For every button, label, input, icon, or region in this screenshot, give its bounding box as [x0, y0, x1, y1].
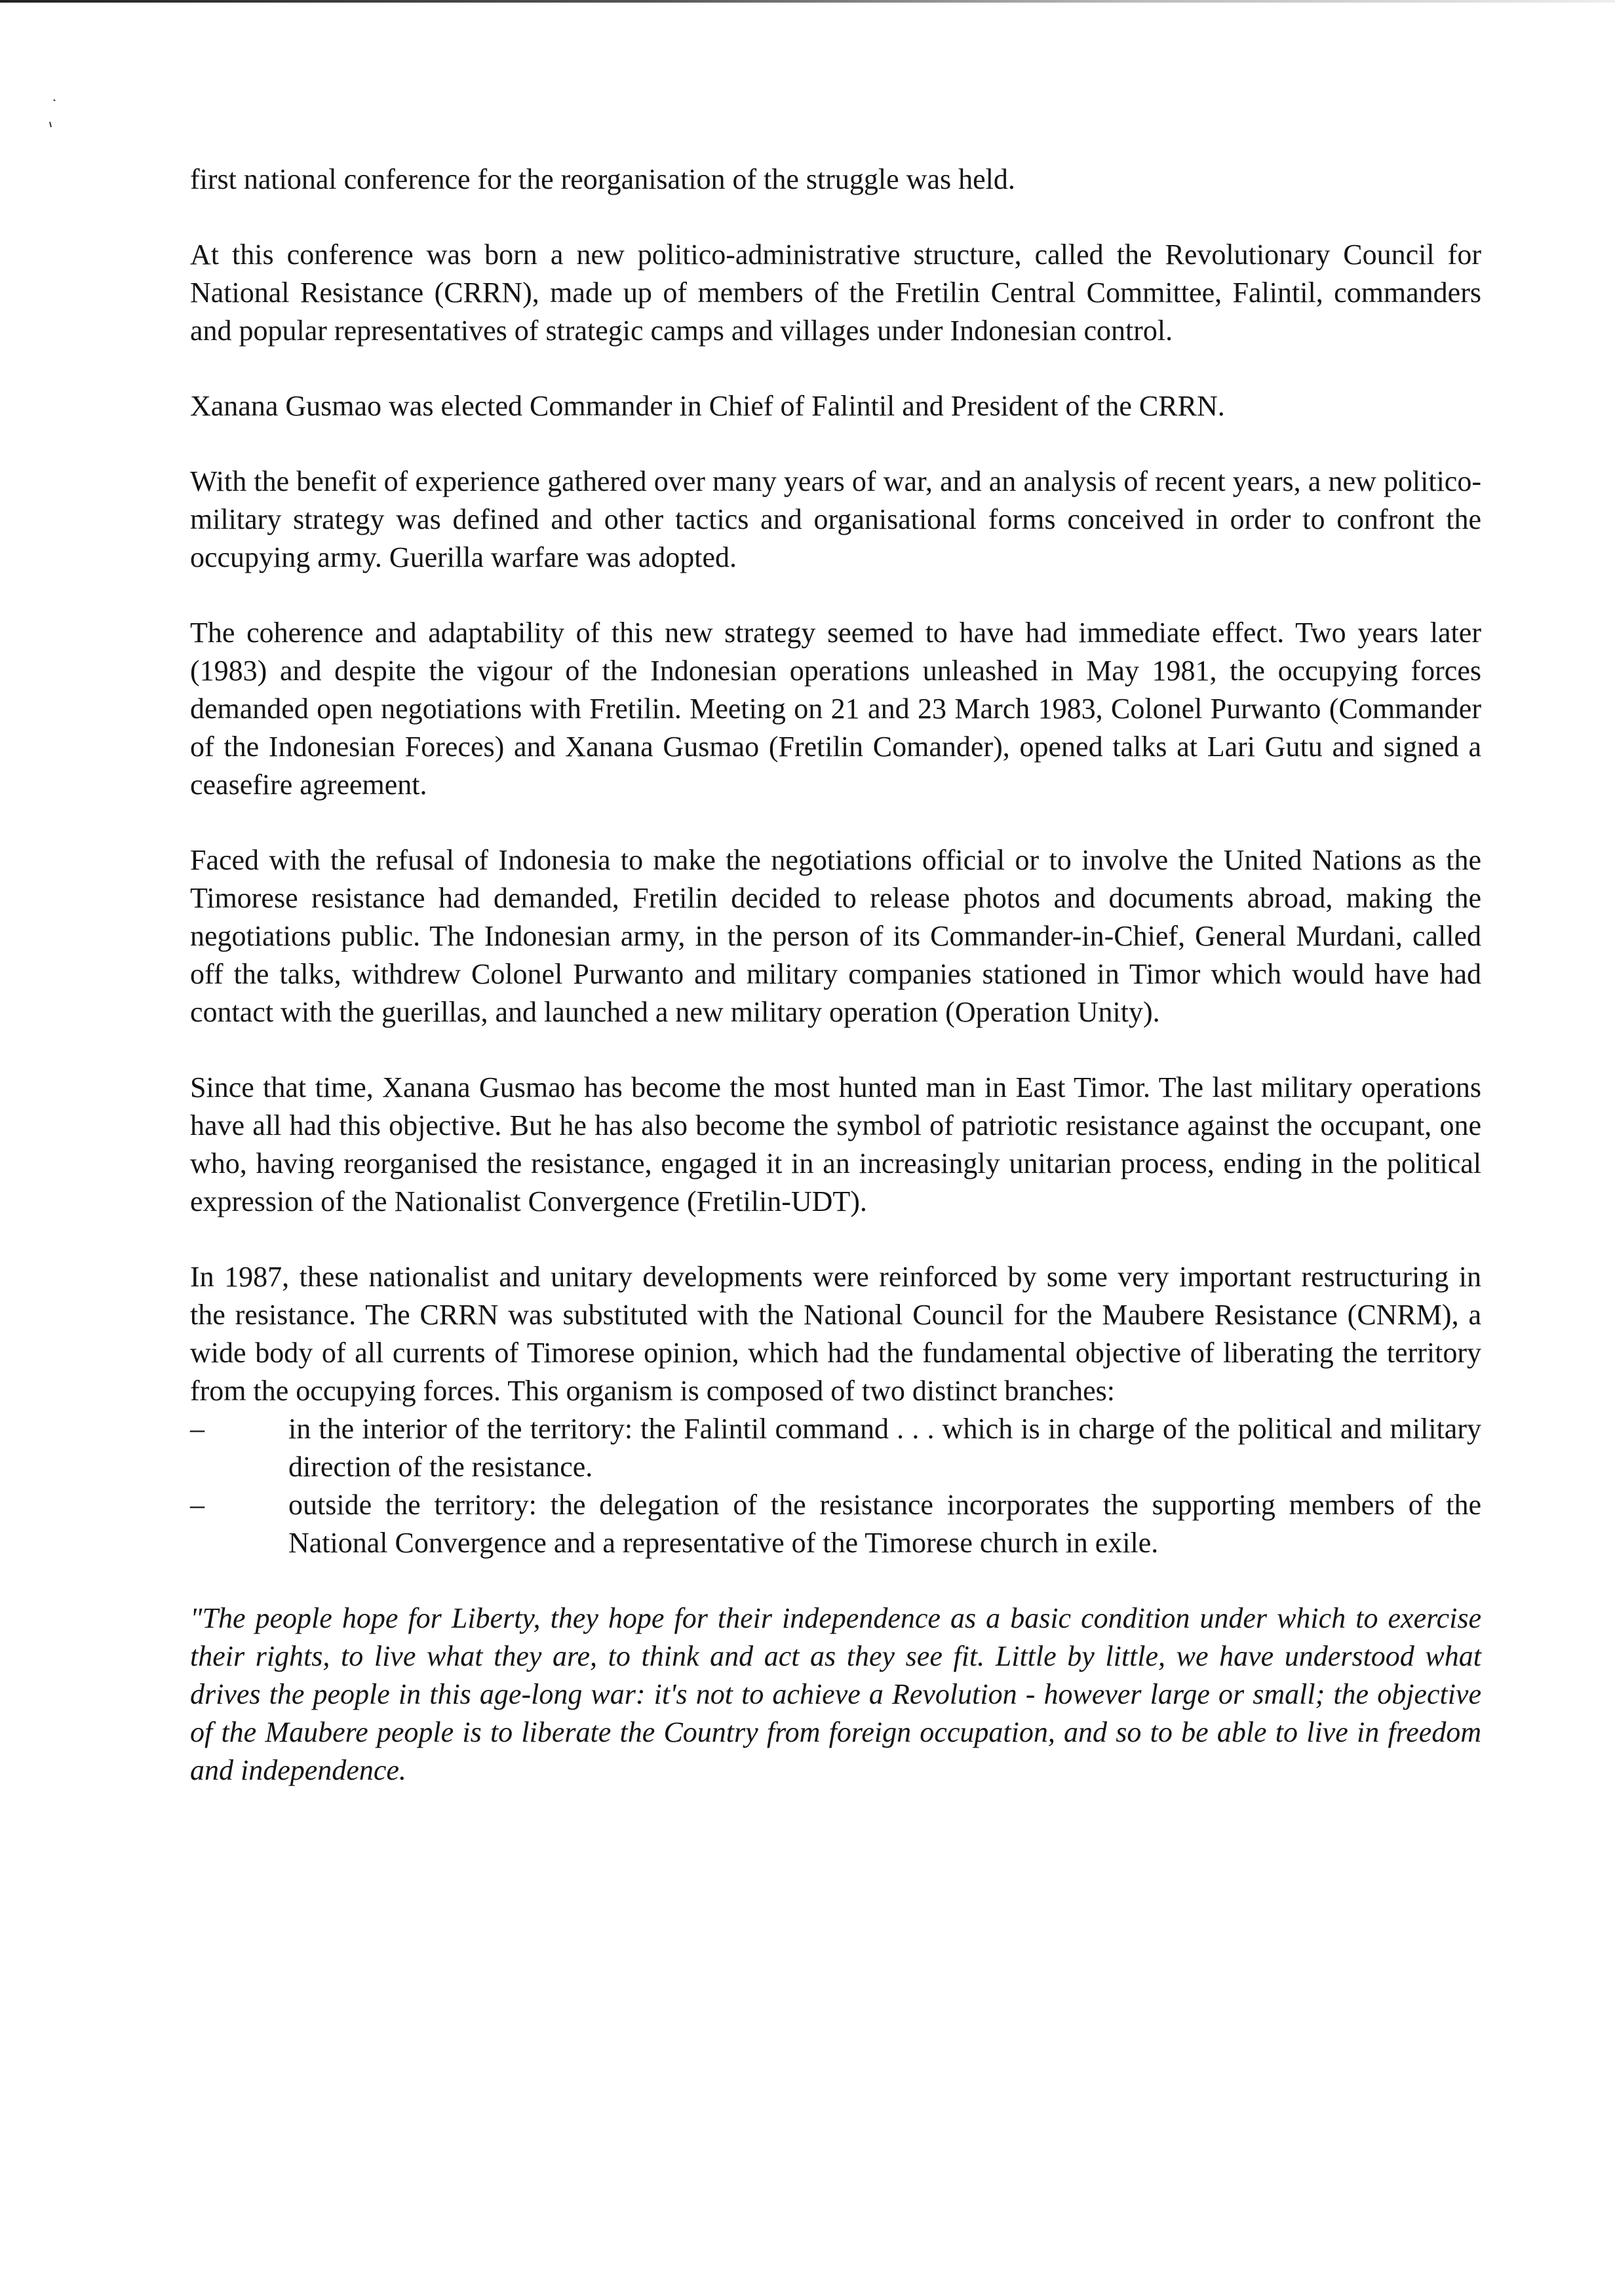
- paragraph-new-strategy: With the benefit of experience gathered over many years of war, and an analysis of recent years, a new politico-military strategy was defined and other tactics and organisational forms conceived in order to confront the occupying army. Guerilla warfare was adopted.: [190, 465, 1481, 573]
- document-body: [190, 161, 1481, 1827]
- dash-bullet: –: [190, 1489, 204, 1521]
- closing-quote: "The people hope for Liberty, they hope for their independence as a basic condition under which to exercise their rights, to live what they are, to think and act as they see fit. Little by little, we have understood what drives the people in this age-long war: it's not to achieve a Revolution - however large or small; the objective of the Maubere people is to liberate the Country from foreign occupation, and so to be able to live in freedom and independence.: [190, 1602, 1481, 1786]
- paragraph-ceasefire: The coherence and adaptability of this new strategy seemed to have had immediate effect. Two years later (1983) and despite the vigour of the Indonesian operations unleashed in May 1981, the occupying forces demanded open negotiations with Fretilin. Meeting on 21 and 23 March 1983, Colonel Purwanto (Commander of the Indonesian Foreces) and Xanana Gusmao (Fretilin Comander), opened talks at Lari Gutu and signed a ceasefire agreement.: [190, 617, 1481, 801]
- scan-speck-mark: [46, 98, 59, 131]
- list-item-text: in the interior of the territory: the Falintil command . . . which is in charge of the political and military direction of the resistance.: [288, 1413, 1481, 1483]
- dash-bullet: –: [190, 1413, 204, 1445]
- scan-top-edge: [0, 0, 1615, 3]
- list-item: [190, 1486, 1481, 1562]
- paragraph-crrn-founding: At this conference was born a new politico-administrative structure, called the Revolutionary Council for National Resistance (CRRN), made up of members of the Fretilin Central Committee, Falintil, commanders and popular representatives of strategic camps and villages under Indonesian control.: [190, 239, 1481, 347]
- paragraph-conference-held: first national conference for the reorganisation of the struggle was held.: [190, 163, 1015, 195]
- paragraph-cnrm-restructuring: In 1987, these nationalist and unitary developments were reinforced by some very important restructuring in the resistance. The CRRN was substituted with the National Council for the Maubere Resistance (CNRM), a wide body of all currents of Timorese opinion, which had the fundamental objective of liberating the territory from the occupying forces. This organism is composed of two distinct branches:: [190, 1261, 1481, 1407]
- paragraph-xanana-elected: Xanana Gusmao was elected Commander in Chief of Falintil and President of the CRRN.: [190, 390, 1225, 422]
- paragraph-negotiations-public: Faced with the refusal of Indonesia to make the negotiations official or to involve the United Nations as the Timorese resistance had demanded, Fretilin decided to release photos and documents abroad, making the negotiations public. The Indonesian army, in the person of its Commander-in-Chief, General Murdani, called off the talks, withdrew Colonel Purwanto and military companies stationed in Timor which would have had contact with the guerillas, and launched a new military operation (Operation Unity).: [190, 844, 1481, 1028]
- list-item-text: outside the territory: the delegation of the resistance incorporates the supporting members of the National Convergence and a representative of the Timorese church in exile.: [288, 1489, 1481, 1559]
- list-item: [190, 1410, 1481, 1486]
- paragraph-most-hunted: Since that time, Xanana Gusmao has become the most hunted man in East Timor. The last military operations have all had this objective. But he has also become the symbol of patriotic resistance against the occupant, one who, having reorganised the resistance, engaged it in an increasingly unitarian process, ending in the political expression of the Nationalist Convergence (Fretilin-UDT).: [190, 1071, 1481, 1217]
- branches-list: [190, 1410, 1481, 1562]
